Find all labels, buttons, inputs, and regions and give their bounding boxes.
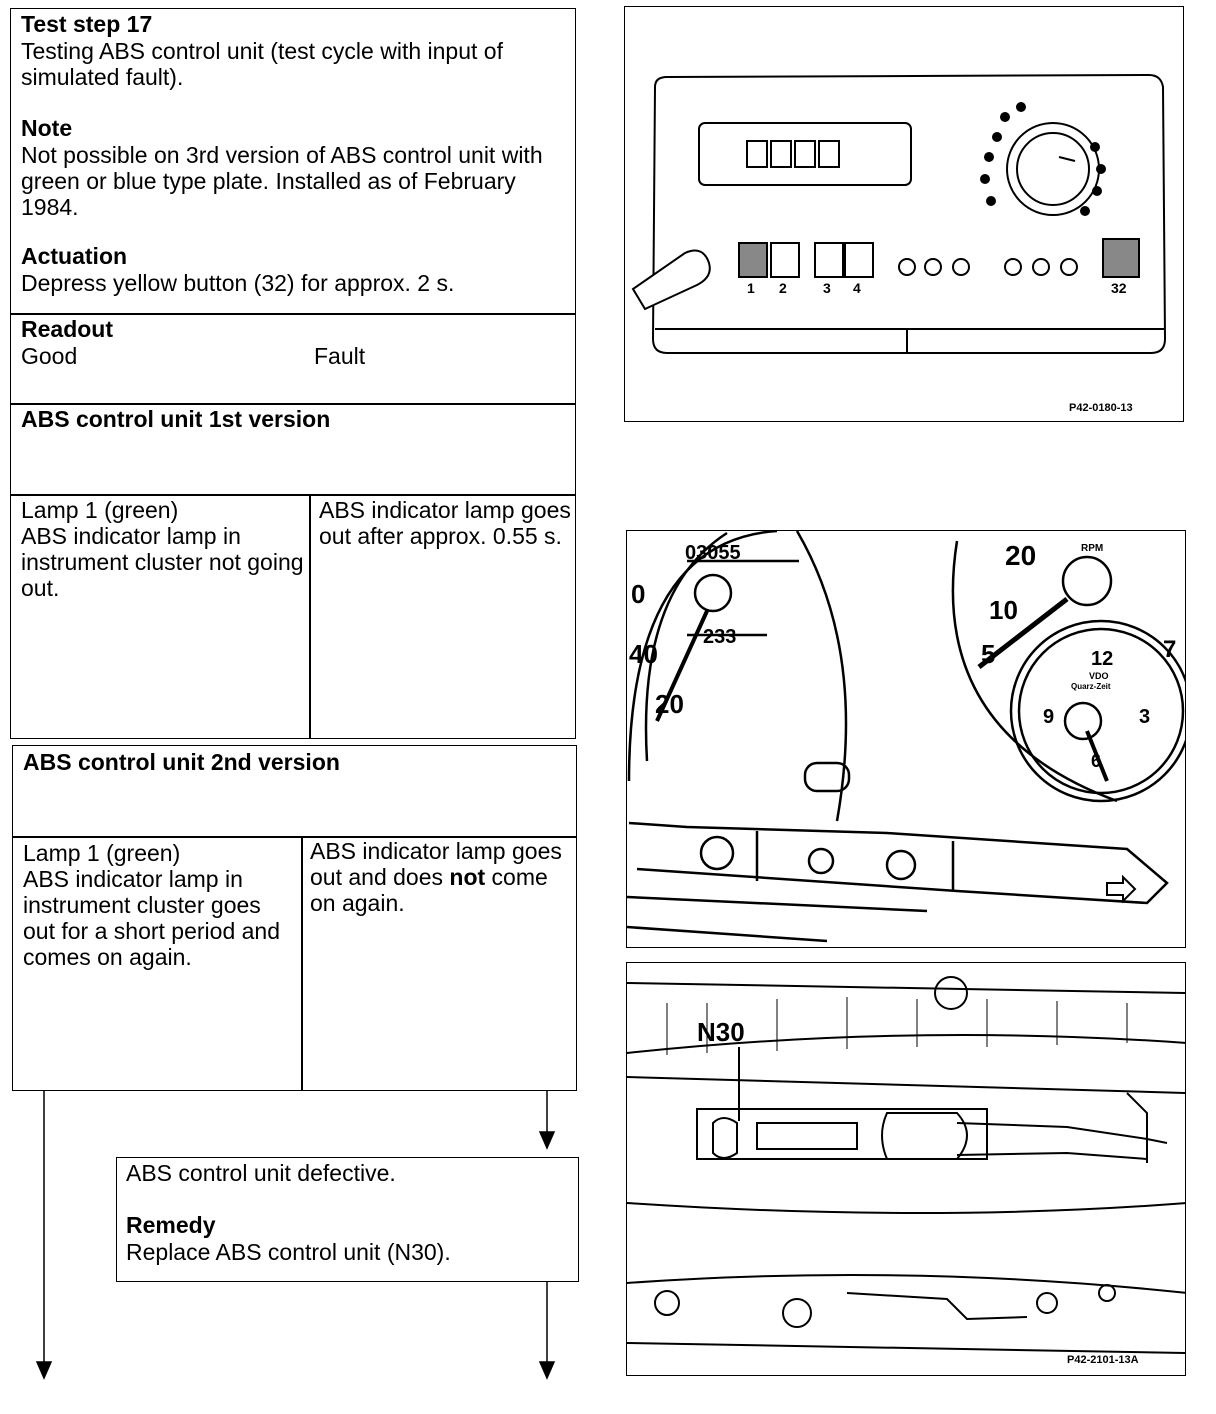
step-description: Testing ABS control unit (test cycle with input of simulated fault). (21, 38, 503, 90)
tester-figure (624, 6, 1184, 422)
tester-button-label-4: 4 (853, 280, 861, 296)
clock-number-12: 12 (1091, 648, 1114, 670)
cluster-drawing (627, 531, 1186, 948)
readout-fault-label: Fault (314, 343, 366, 369)
speed-number-20: 20 (655, 689, 684, 719)
tester-figure-code: P42-0180-13 (1069, 402, 1133, 414)
clock-number-9: 9 (1043, 706, 1055, 728)
control-unit-figure (626, 962, 1186, 1376)
result-text: ABS control unit defective. (126, 1160, 396, 1186)
rpm-label: RPM (1081, 543, 1104, 554)
control-unit-label: N30 (697, 1017, 745, 1047)
tester-button-label-3: 3 (823, 280, 831, 296)
actuation-heading: Actuation (21, 243, 128, 269)
clock-number-6: 6 (1091, 751, 1102, 771)
clock-brand: VDO (1089, 671, 1109, 681)
tester-button-label-2: 2 (779, 280, 787, 296)
actuation-text: Depress yellow button (32) for approx. 2 s. (21, 270, 455, 296)
tacho-number-20: 20 (1005, 540, 1037, 571)
remedy-heading: Remedy (126, 1212, 216, 1238)
remedy-text: Replace ABS control unit (N30). (126, 1239, 451, 1265)
version1-fault-text: ABS indicator lamp goes out after approx. 0.55 s. (319, 497, 571, 549)
clock-number-3: 3 (1139, 706, 1151, 728)
version1-heading: ABS control unit 1st version (21, 406, 331, 432)
version1-good-text: Lamp 1 (green) ABS indicator lamp in instrument cluster not going out. (21, 497, 304, 601)
tacho-number-10: 10 (989, 595, 1018, 625)
tacho-number-5: 5 (981, 639, 996, 669)
version2-heading: ABS control unit 2nd version (23, 749, 340, 775)
tester-drawing (625, 7, 1184, 422)
speed-number-0: 0 (631, 579, 646, 609)
control-unit-drawing (627, 963, 1186, 1376)
tester-button-label-32: 32 (1111, 280, 1127, 296)
version2-fault-text: ABS indicator lamp goes out and does not come on again. (310, 838, 562, 916)
note-text: Not possible on 3rd version of ABS control unit with green or blue type plate. Installed as of February 1984. (21, 142, 543, 220)
clock-subtitle: Quarz-Zeit (1071, 682, 1111, 691)
odometer: 03055 (685, 542, 741, 564)
speed-number-40: 40 (629, 639, 658, 669)
tester-button-label-1: 1 (747, 280, 755, 296)
version2-good-text: Lamp 1 (green) ABS indicator lamp in instrument cluster goes out for a short period and comes on again. (23, 840, 280, 970)
note-heading: Note (21, 115, 73, 141)
trip-meter: 233 (703, 626, 737, 648)
tacho-number-7: 7 (1163, 636, 1177, 663)
step-title: Test step 17 (21, 11, 153, 37)
readout-good-label: Good (21, 343, 78, 369)
control-unit-figure-code: P42-2101-13A (1067, 1354, 1139, 1366)
readout-heading: Readout (21, 316, 113, 342)
cluster-figure (626, 530, 1186, 948)
